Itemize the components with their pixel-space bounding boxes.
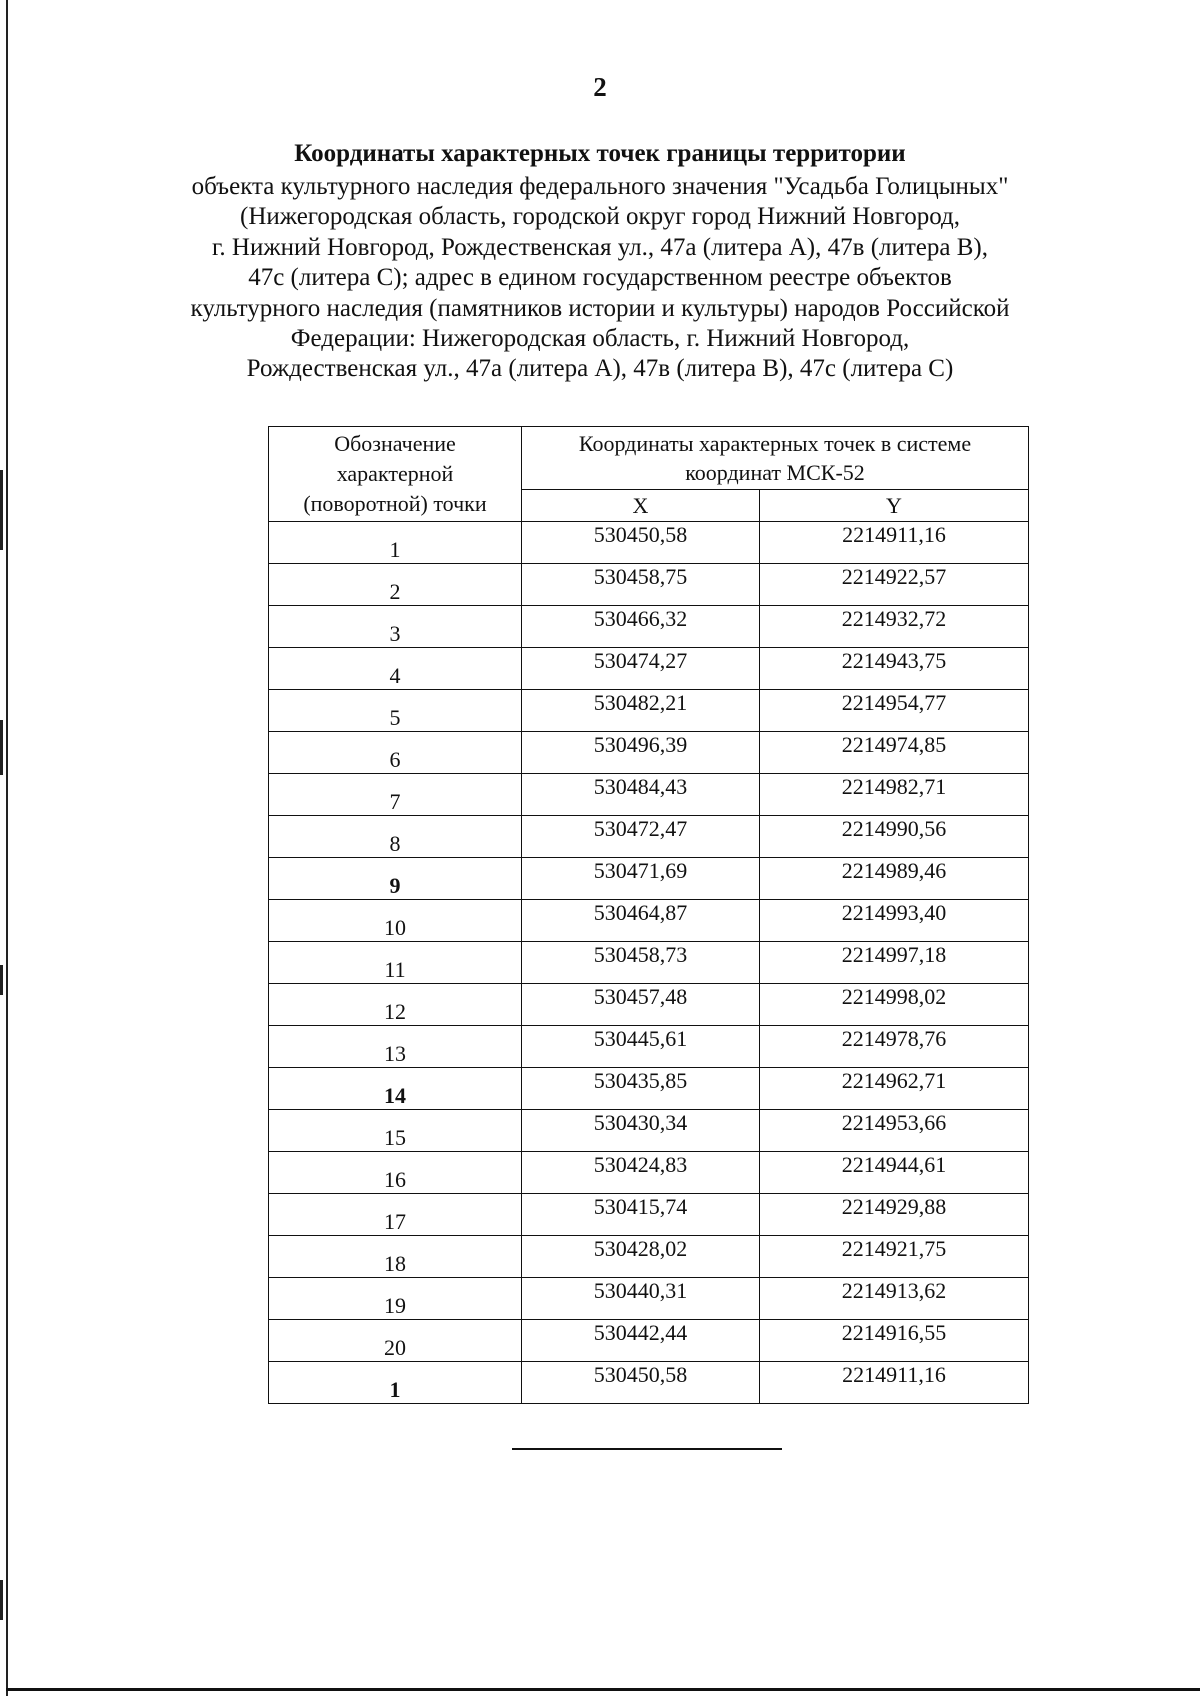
subtitle-line: 47с (литера С); адрес в едином государственном реестре объектов [248, 264, 952, 292]
header-point-line: Обозначение [334, 431, 456, 456]
y-coordinate-cell: 2214929,88 [760, 1194, 1029, 1236]
table-row [269, 900, 1029, 942]
subtitle-line: объекта культурного наследия федерального значения "Усадьба Голицыных" [191, 173, 1009, 200]
scan-mark [0, 1580, 3, 1620]
subtitle-line: культурного наследия (памятников истории и культуры) народов Российской [190, 294, 1010, 322]
header-point-designation [269, 427, 522, 522]
table-row [269, 1152, 1029, 1194]
x-coordinate-cell: 530472,47 [522, 816, 760, 858]
x-coordinate-cell: 530482,21 [522, 690, 760, 732]
point-cell: 15 [269, 1110, 522, 1152]
point-cell: 11 [269, 942, 522, 984]
table-row [269, 1278, 1029, 1320]
point-cell: 9 [269, 858, 522, 900]
point-cell: 3 [269, 606, 522, 648]
y-coordinate-cell: 2214953,66 [760, 1110, 1029, 1152]
header-system-line: координат МСК-52 [685, 460, 865, 485]
point-cell: 16 [269, 1152, 522, 1194]
x-coordinate-cell: 530458,73 [522, 942, 760, 984]
y-coordinate-cell: 2214911,16 [760, 1362, 1029, 1404]
x-coordinate-cell: 530415,74 [522, 1194, 760, 1236]
point-cell: 10 [269, 900, 522, 942]
y-coordinate-cell: 2214998,02 [760, 984, 1029, 1026]
x-coordinate-cell: 530474,27 [522, 648, 760, 690]
y-coordinate-cell: 2214922,57 [760, 564, 1029, 606]
point-cell: 18 [269, 1236, 522, 1278]
table-row [269, 690, 1029, 732]
page-number: 2 [593, 72, 607, 102]
y-coordinate-cell: 2214990,56 [760, 816, 1029, 858]
subtitle-line: (Нижегородская область, городской округ город Нижний Новгород, [240, 203, 960, 231]
point-cell: 7 [269, 774, 522, 816]
scan-mark [0, 965, 3, 995]
x-coordinate-cell: 530457,48 [522, 984, 760, 1026]
x-coordinate-cell: 530466,32 [522, 606, 760, 648]
x-coordinate-cell: 530450,58 [522, 1362, 760, 1404]
subtitle-line: Рождественская ул., 47а (литера А), 47в (литера В), 47с (литера С) [246, 355, 954, 383]
x-coordinate-cell: 530496,39 [522, 732, 760, 774]
y-coordinate-cell: 2214921,75 [760, 1236, 1029, 1278]
table-row [269, 774, 1029, 816]
y-coordinate-cell: 2214982,71 [760, 774, 1029, 816]
document-subtitle [0, 172, 1200, 385]
y-coordinate-cell: 2214916,55 [760, 1320, 1029, 1362]
x-coordinate-cell: 530440,31 [522, 1278, 760, 1320]
table-row [269, 1110, 1029, 1152]
y-coordinate-cell: 2214978,76 [760, 1026, 1029, 1068]
point-cell: 1 [269, 1362, 522, 1404]
point-cell: 14 [269, 1068, 522, 1110]
scan-edge-bottom [6, 1688, 1200, 1691]
point-cell: 6 [269, 732, 522, 774]
table-row [269, 564, 1029, 606]
header-y: Y [760, 490, 1029, 522]
table-row [269, 984, 1029, 1026]
header-point-line: характерной [336, 461, 454, 486]
table-row [269, 1362, 1029, 1404]
table-row [269, 816, 1029, 858]
x-coordinate-cell: 530484,43 [522, 774, 760, 816]
point-cell: 4 [269, 648, 522, 690]
y-coordinate-cell: 2214911,16 [760, 522, 1029, 564]
subtitle-line: Федерации: Нижегородская область, г. Нижний Новгород, [290, 325, 910, 353]
closing-rule [512, 1448, 782, 1450]
y-coordinate-cell: 2214989,46 [760, 858, 1029, 900]
x-coordinate-cell: 530458,75 [522, 564, 760, 606]
header-system-line: Координаты характерных точек в системе [578, 431, 972, 456]
x-coordinate-cell: 530430,34 [522, 1110, 760, 1152]
x-coordinate-cell: 530435,85 [522, 1068, 760, 1110]
table-row [269, 858, 1029, 900]
x-coordinate-cell: 530445,61 [522, 1026, 760, 1068]
y-coordinate-cell: 2214997,18 [760, 942, 1029, 984]
y-coordinate-cell: 2214913,62 [760, 1278, 1029, 1320]
table-row [269, 732, 1029, 774]
scan-mark [0, 720, 3, 775]
point-cell: 19 [269, 1278, 522, 1320]
table-row [269, 1236, 1029, 1278]
point-cell: 1 [269, 522, 522, 564]
table-row [269, 606, 1029, 648]
table-row [269, 1026, 1029, 1068]
header-point-line: (поворотной) точки [303, 491, 487, 516]
document-title: Координаты характерных точек границы территории [294, 140, 906, 167]
table-row [269, 942, 1029, 984]
x-coordinate-cell: 530442,44 [522, 1320, 760, 1362]
point-cell: 2 [269, 564, 522, 606]
x-coordinate-cell: 530450,58 [522, 522, 760, 564]
x-coordinate-cell: 530428,02 [522, 1236, 760, 1278]
point-cell: 17 [269, 1194, 522, 1236]
x-coordinate-cell: 530471,69 [522, 858, 760, 900]
header-x: X [522, 490, 760, 522]
x-coordinate-cell: 530464,87 [522, 900, 760, 942]
point-cell: 5 [269, 690, 522, 732]
y-coordinate-cell: 2214943,75 [760, 648, 1029, 690]
subtitle-line: г. Нижний Новгород, Рождественская ул., 47а (литера А), 47в (литера В), [211, 233, 988, 261]
coordinates-table [268, 426, 1029, 1404]
x-coordinate-cell: 530424,83 [522, 1152, 760, 1194]
y-coordinate-cell: 2214944,61 [760, 1152, 1029, 1194]
table-row [269, 1194, 1029, 1236]
table-row [269, 648, 1029, 690]
table-row [269, 522, 1029, 564]
point-cell: 12 [269, 984, 522, 1026]
scan-mark [0, 470, 3, 550]
table-row [269, 1068, 1029, 1110]
y-coordinate-cell: 2214932,72 [760, 606, 1029, 648]
y-coordinate-cell: 2214962,71 [760, 1068, 1029, 1110]
point-cell: 13 [269, 1026, 522, 1068]
header-coordinate-system [522, 427, 1029, 490]
y-coordinate-cell: 2214954,77 [760, 690, 1029, 732]
y-coordinate-cell: 2214993,40 [760, 900, 1029, 942]
point-cell: 20 [269, 1320, 522, 1362]
y-coordinate-cell: 2214974,85 [760, 732, 1029, 774]
coordinates-table-body [269, 522, 1029, 1404]
table-row [269, 1320, 1029, 1362]
point-cell: 8 [269, 816, 522, 858]
